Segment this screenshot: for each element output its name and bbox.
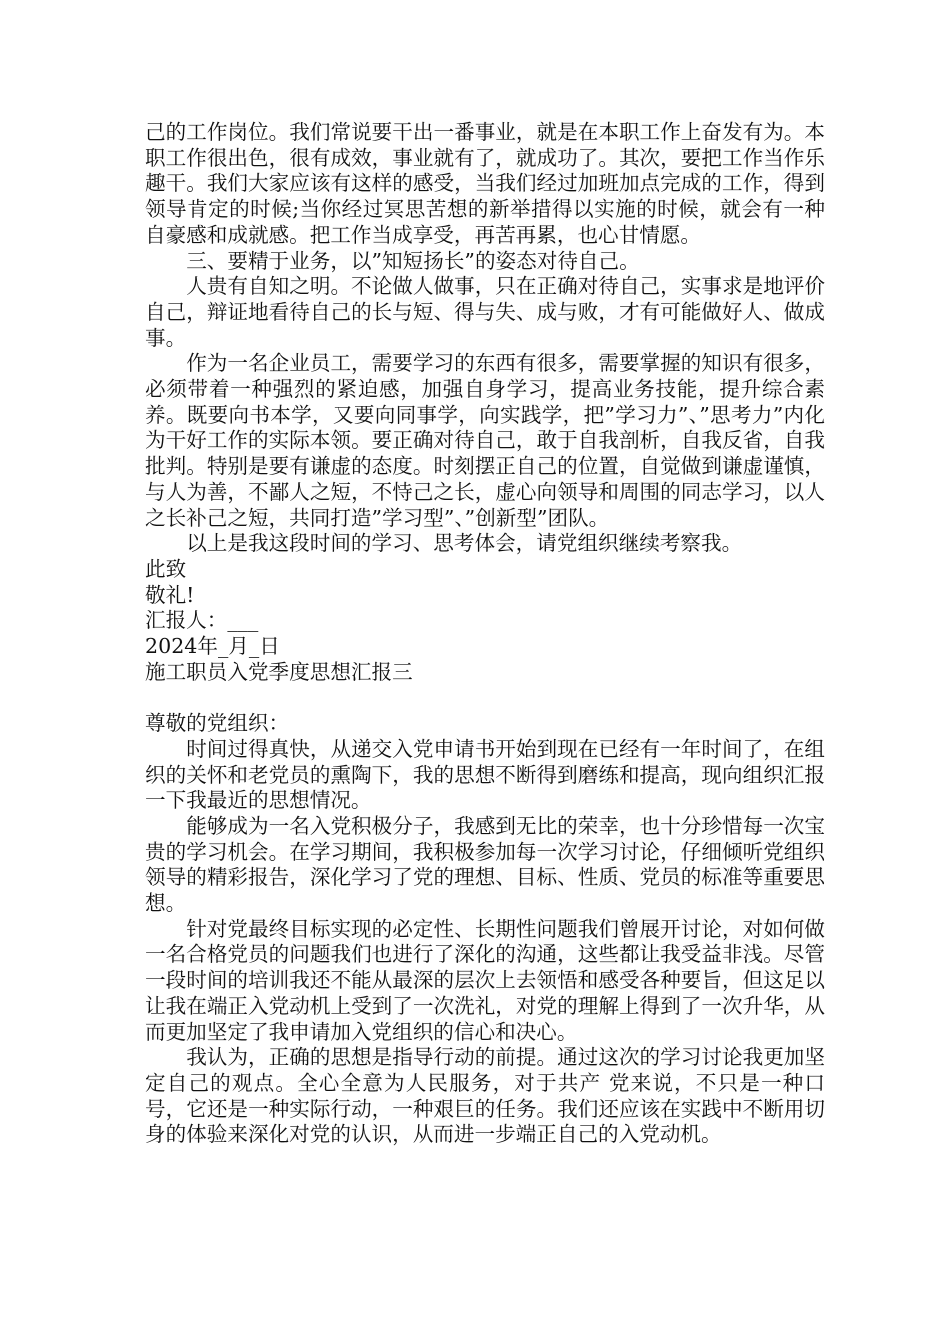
paragraph-activist-honor: 能够成为一名入党积极分子，我感到无比的荣幸，也十分珍惜每一次宝贵的学习机会。在学习期间，我积极参加每一次学习讨论，仔细倾听党组织领导的精彩报告，深化学习了党的理想、目标、性质、党员的标准等重要思想。 bbox=[145, 813, 825, 916]
paragraph-work-attitude: 己的工作岗位。我们常说要干出一番事业，就是在本职工作上奋发有为。本职工作很出色，很有成效，事业就有了，就成功了。其次，要把工作当作乐趣干。我们大家应该有这样的感受，当我们经过加班加点完成的工作，得到领导肯定的时候;当你经过冥思苦想的新举措得以实施的时候，就会有一种自豪感和成就感。把工作当成享受，再苦再累，也心甘情愿。 bbox=[145, 120, 825, 247]
closing-respect: 敬礼! bbox=[145, 582, 195, 607]
paragraph-employee-learning: 作为一名企业员工，需要学习的东西有很多，需要掌握的知识有很多，必须带着一种强烈的紧迫感，加强自身学习，提高业务技能，提升综合素养。既要向书本学，又要向同事学，向实践学，把”学习力”、”思考力”内化为干好工作的实际本领。要正确对待自己，敢于自我剖析，自我反省，自我批判。特别是要有谦虚的态度。时刻摆正自己的位置，自觉做到谦虚谨慎，与人为善，不鄙人之短，不恃己之长，虚心向领导和周围的同志学习，以人之长补己之短，共同打造”学习型”、”创新型”团队。 bbox=[145, 351, 825, 530]
paragraph-time-passes: 时间过得真快，从递交入党申请书开始到现在已经有一年时间了，在组织的关怀和老党员的熏陶下，我的思想不断得到磨练和提高，现向组织汇报一下我最近的思想情况。 bbox=[145, 736, 825, 813]
report-title: 施工职员入党季度思想汇报三 bbox=[145, 659, 413, 684]
blank-line bbox=[145, 685, 825, 711]
report-date: 2024年_月_日 bbox=[145, 634, 280, 659]
section-heading-three: 三、要精于业务，以”知短扬长”的姿态对待自己。 bbox=[186, 248, 640, 273]
paragraph-self-knowledge: 人贵有自知之明。不论做人做事，只在正确对待自己，实事求是地评价自己，辩证地看待自己的长与短、得与失、成与败，才有可能做好人、做成事。 bbox=[145, 274, 825, 350]
closing-salutation: 此致 bbox=[145, 556, 187, 581]
paragraph-conclusion: 以上是我这段时间的学习、思考体会，请党组织继续考察我。 bbox=[186, 531, 743, 556]
document-page bbox=[145, 120, 825, 1148]
reporter-signature: 汇报人：___ bbox=[145, 608, 259, 633]
paragraph-discussion: 针对党最终目标实现的必定性、长期性问题我们曾展开讨论，对如何做一名合格党员的问题我们也进行了深化的沟通，这些都让我受益非浅。尽管一段时间的培训我还不能从最深的层次上去领悟和感受各种要旨，但这足以让我在端正入党动机上受到了一次洗礼，对党的理解上得到了一次升华，从而更加坚定了我申请加入党组织的信心和决心。 bbox=[145, 916, 825, 1044]
paragraph-correct-thinking: 我认为，正确的思想是指导行动的前提。通过这次的学习讨论我更加坚定自己的观点。全心全意为人民服务，对于共产 党来说，不只是一种口号，它还是一种实际行动，一种艰巨的任务。我们还应该在实践中不断用切身的体验来深化对党的认识，从而进一步端正自己的入党动机。 bbox=[145, 1045, 825, 1147]
greeting: 尊敬的党组织： bbox=[145, 711, 290, 736]
